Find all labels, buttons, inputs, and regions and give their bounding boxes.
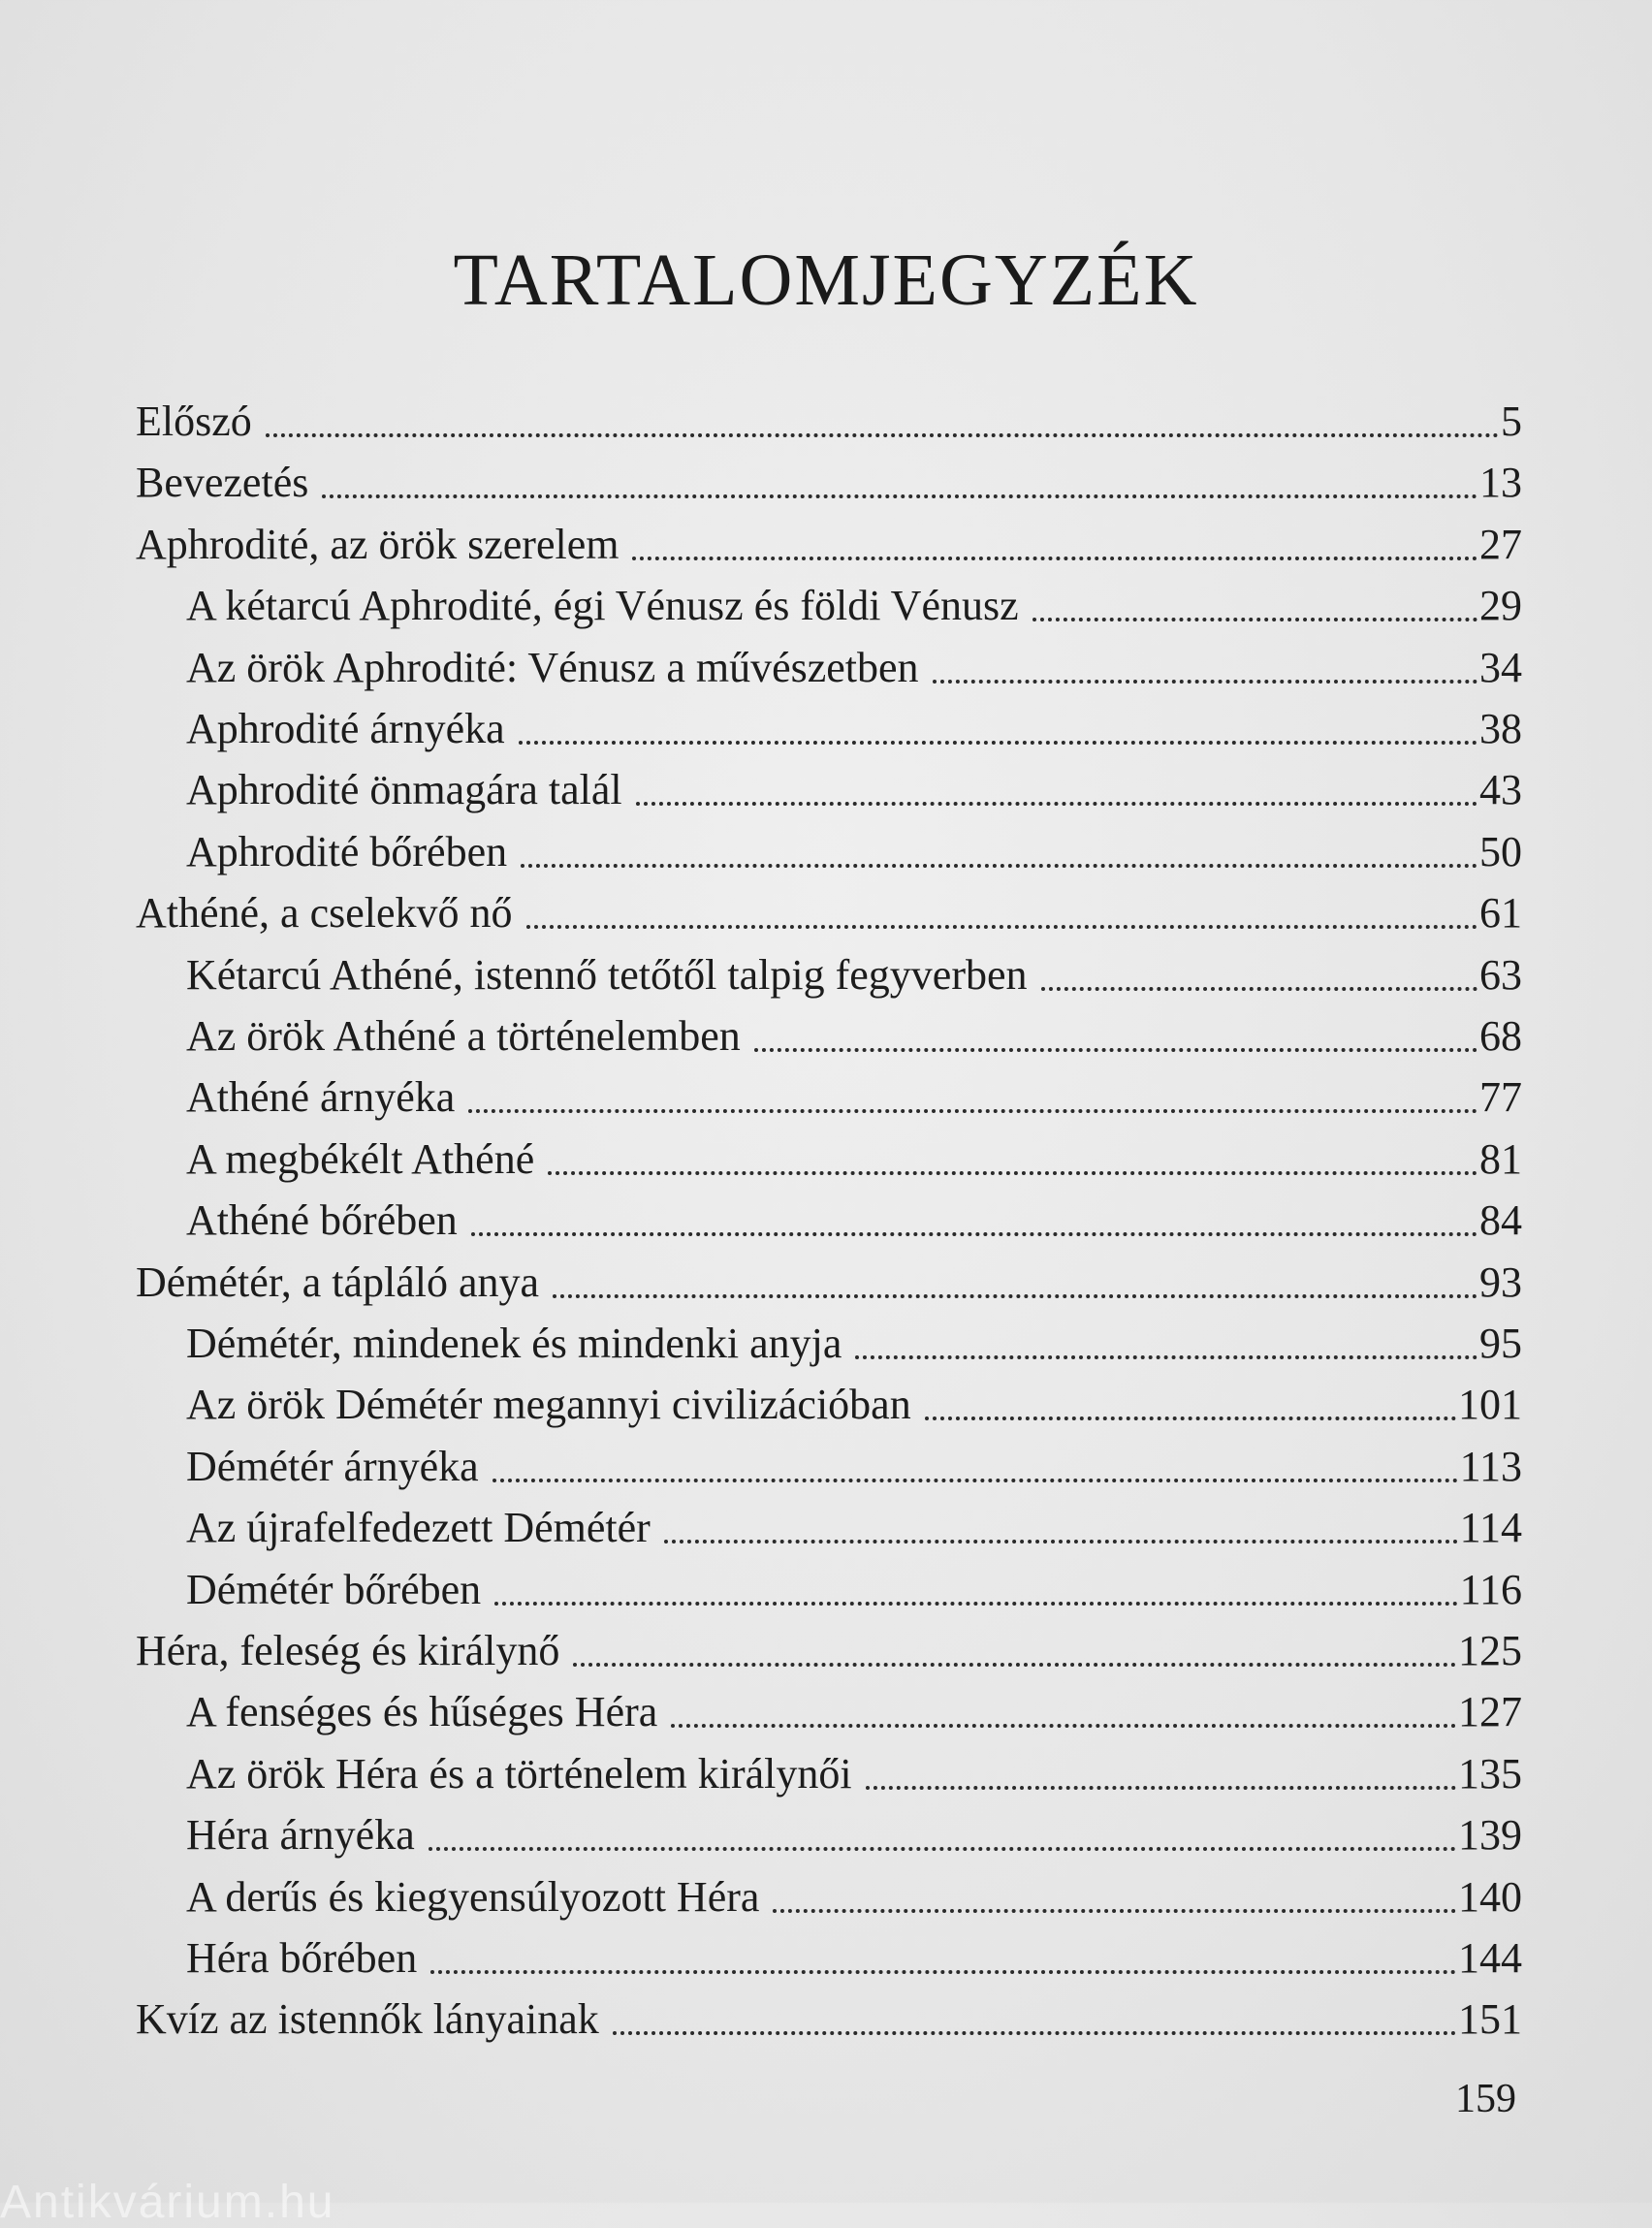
dot-leader (468, 1109, 1477, 1113)
toc-entry (186, 1676, 1522, 1737)
watermark: Antikvárium.hu (0, 2177, 335, 2228)
toc-entry-page-number: 38 (1479, 705, 1522, 752)
toc-entry-title: Az örök Aphrodité: Vénusz a művészetben (186, 643, 919, 691)
toc-entry-title: Az örök Héra és a történelem királynői (186, 1749, 852, 1798)
toc-entry-title: Démétér, mindenek és mindenki anyja (186, 1320, 842, 1367)
toc-entry-title: Aphrodité bőrében (186, 827, 508, 875)
toc-entry (186, 754, 1522, 815)
toc-entry-title: Démétér árnyéka (186, 1442, 479, 1490)
toc-entry-page-number: 81 (1479, 1134, 1522, 1183)
toc-entry-page-number: 68 (1479, 1012, 1522, 1060)
toc-entry (136, 1615, 1522, 1676)
toc-entry (186, 570, 1522, 631)
toc-entry-page-number: 63 (1479, 950, 1522, 999)
dot-leader (494, 1602, 1457, 1606)
toc-entry-page-number: 77 (1479, 1073, 1522, 1122)
toc-entry (136, 1247, 1522, 1308)
toc-entry (186, 1369, 1522, 1430)
toc-entry (186, 1738, 1522, 1799)
toc-entry-title: A kétarcú Aphrodité, égi Vénusz és földi Vénusz (186, 582, 1019, 630)
toc-entry-title: Az örök Démétér megannyi civilizációban (186, 1381, 911, 1429)
toc-entry (186, 1862, 1522, 1923)
toc-entry-page-number: 61 (1479, 889, 1522, 938)
dot-leader (866, 1786, 1456, 1790)
toc-entry-title: Héra árnyéka (186, 1811, 415, 1860)
toc-entry (186, 816, 1522, 877)
toc-entry (186, 1554, 1522, 1615)
toc-entry (186, 1062, 1522, 1123)
dot-leader (613, 2031, 1456, 2035)
toc-entry-page-number: 34 (1479, 643, 1522, 691)
toc-entry-page-number: 139 (1458, 1811, 1522, 1860)
dot-leader (492, 1479, 1458, 1482)
dot-leader (1041, 987, 1478, 991)
toc-entry-page-number: 151 (1458, 1995, 1522, 2044)
toc-entry-title: Héra bőrében (186, 1934, 418, 1982)
toc-entry (186, 1185, 1522, 1246)
toc-entry-title: Bevezetés (136, 459, 309, 507)
toc-entry-title: Athéné, a cselekvő nő (136, 889, 513, 938)
dot-leader (933, 680, 1477, 684)
toc-entry-page-number: 144 (1458, 1934, 1522, 1982)
toc-entry (136, 877, 1522, 939)
toc-entry-page-number: 27 (1479, 520, 1522, 568)
toc-entry-page-number: 50 (1479, 827, 1522, 875)
toc-entry-title: Az újrafelfedezett Démétér (186, 1504, 651, 1552)
toc-entry-title: Kvíz az istennők lányainak (136, 1995, 599, 2044)
toc-entry-title: Athéné bőrében (186, 1196, 458, 1245)
dot-leader (855, 1355, 1477, 1359)
toc-entry-title: A megbékélt Athéné (186, 1134, 535, 1183)
dot-leader (1032, 618, 1477, 621)
toc-entry-title: Démétér, a tápláló anya (136, 1257, 540, 1306)
toc-entry (136, 386, 1522, 447)
dot-leader (553, 1294, 1477, 1298)
toc-entry-title: Aphrodité, az örök szerelem (136, 520, 620, 568)
toc-entry (136, 509, 1522, 570)
toc-entry-page-number: 101 (1458, 1381, 1522, 1429)
toc-entry-page-number: 93 (1479, 1257, 1522, 1306)
toc-entry-title: Démétér bőrében (186, 1565, 482, 1613)
toc-entry-page-number: 135 (1458, 1749, 1522, 1798)
dot-leader (636, 802, 1477, 806)
toc-entry-page-number: 127 (1458, 1688, 1522, 1736)
toc-entry-title: Héra, feleség és királynő (136, 1627, 560, 1674)
dot-leader (548, 1171, 1477, 1175)
dot-leader (519, 741, 1477, 745)
dot-leader (521, 864, 1477, 868)
toc-entry-title: Athéné árnyéka (186, 1073, 456, 1122)
toc-entry (186, 632, 1522, 693)
toc-entry-title: Kétarcú Athéné, istennő tetőtől talpig fegyverben (186, 950, 1028, 999)
toc-entry (186, 1431, 1522, 1492)
toc-entry-page-number: 29 (1479, 582, 1522, 630)
dot-leader (526, 925, 1477, 929)
dot-leader (671, 1724, 1456, 1728)
dot-leader (429, 1847, 1456, 1851)
dot-leader (430, 1970, 1456, 1974)
page-number: 159 (1455, 2077, 1516, 2121)
toc-entry-page-number: 113 (1459, 1442, 1522, 1490)
toc-entry-title: Az örök Athéné a történelemben (186, 1012, 741, 1060)
toc-entry-page-number: 5 (1501, 398, 1522, 445)
dot-leader (471, 1232, 1477, 1236)
toc-entry-page-number: 13 (1479, 459, 1522, 507)
toc-entry-title: A fenséges és hűséges Héra (186, 1688, 658, 1736)
toc-entry-page-number: 95 (1479, 1320, 1522, 1367)
toc-entry (136, 1984, 1522, 2045)
toc-entry (186, 1001, 1522, 1062)
dot-leader (754, 1048, 1477, 1052)
toc-entry-title: Aphrodité önmagára talál (186, 766, 622, 814)
toc-entry (186, 1492, 1522, 1553)
toc-entry (186, 1124, 1522, 1185)
dot-leader (773, 1909, 1456, 1913)
dot-leader (632, 557, 1477, 560)
dot-leader (322, 494, 1477, 498)
toc-entry-page-number: 114 (1459, 1504, 1522, 1552)
toc-entry-title: Aphrodité árnyéka (186, 705, 505, 752)
toc-entry-page-number: 43 (1479, 766, 1522, 814)
page-title: TARTALOMJEGYZÉK (453, 239, 1199, 321)
toc-entry (186, 1799, 1522, 1861)
toc-entry-page-number: 140 (1458, 1872, 1522, 1921)
dot-leader (925, 1416, 1456, 1420)
toc-entry-title: A derűs és kiegyensúlyozott Héra (186, 1872, 760, 1921)
toc-entry-page-number: 125 (1458, 1627, 1522, 1674)
dot-leader (664, 1540, 1458, 1544)
toc-entry (186, 939, 1522, 1001)
toc-entry-page-number: 84 (1479, 1196, 1522, 1245)
toc-entry (186, 1308, 1522, 1369)
toc-entry-title: Előszó (136, 398, 252, 445)
dot-leader (573, 1663, 1456, 1667)
toc-entry (186, 1923, 1522, 1984)
dot-leader (266, 433, 1499, 437)
toc-entry (186, 693, 1522, 754)
toc-entry (136, 447, 1522, 508)
toc-entry-page-number: 116 (1459, 1565, 1522, 1613)
